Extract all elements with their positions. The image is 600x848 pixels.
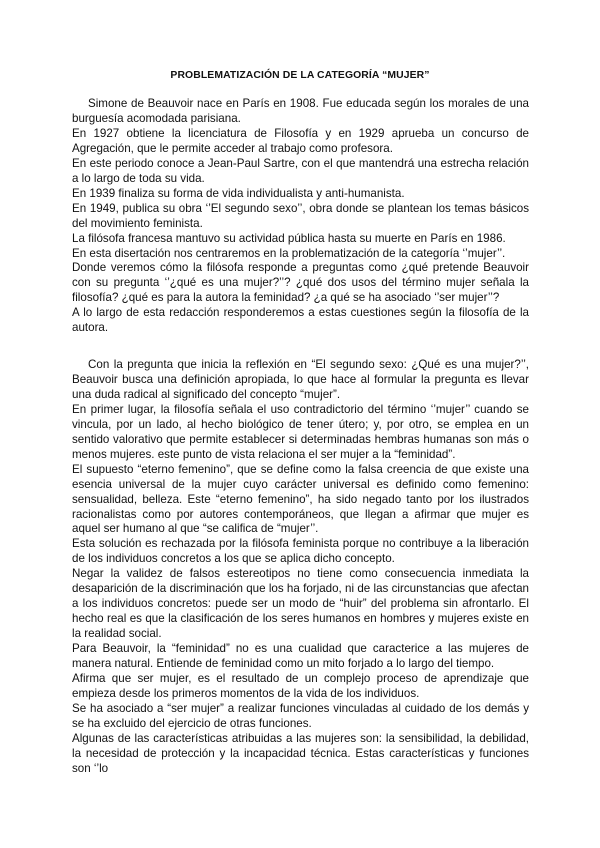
paragraph: Esta solución es rechazada por la filósofa feminista porque no contribuye a la liberación de los individuos concretos a los que se aplica dicho concepto. [72,537,529,566]
paragraph: Con la pregunta que inicia la reflexión en “El segundo sexo: ¿Qué es una mujer?’’, Beauvoir busca una definición apropiada, lo que hace al formular la pregunta es llevar una duda radical al significado del concepto “mujer”. [72,358,529,401]
paragraph: Para Beauvoir, la “feminidad” no es una cualidad que caracterice a las mujeres de manera natural. Entiende de feminidad como un mito forjado a lo largo del tiempo. [72,642,529,671]
paragraph: En este periodo conoce a Jean-Paul Sartre, con el que mantendrá una estrecha relación a lo largo de toda su vida. [72,156,529,185]
paragraph: Donde veremos cómo la filósofa responde a preguntas como ¿qué pretende Beauvoir con su pregunta ‘’¿qué es una mujer?’’? ¿qué dos usos del término mujer señala la filosofía? ¿qué es para la autora la feminidad? ¿a qué se ha asociado ‘’ser mujer’’? [72,261,529,305]
paragraph: En primer lugar, la filosofía señala el uso contradictorio del término ‘’mujer’’ cuando se vincula, por un lado, al hecho biológico de tener útero; y, por otro, se emplea en un sentido valorativo que permite establecer si determinadas hembras humanas son más o menos mujeres. este punto de vista relaciona el ser mujer a la “feminidad”. [72,402,529,461]
paragraph: En 1927 obtiene la licenciatura de Filosofía y en 1929 aprueba un concurso de Agregación, que le permite acceder al trabajo como profesora. [72,126,529,155]
paragraph: En 1949, publica su obra ‘’El segundo sexo’’, obra donde se plantean los temas básicos del movimiento feminista. [72,201,529,230]
section-introduction [72,97,529,336]
paragraph: En esta disertación nos centraremos en la problematización de la categoría ‘’mujer’’. [72,246,506,260]
paragraph: A lo largo de esta redacción responderemos a estas cuestiones según la filosofía de la autora. [72,306,529,335]
paragraph: Negar la validez de falsos estereotipos no tiene como consecuencia inmediata la desaparición de la discriminación que los ha forjado, ni de las circunstancias que afectan a los individuos concretos: puede ser un modo de “huir” del problema sin afrontarlo. El hecho real es que la clasificación de los seres humanos en hombres y mujeres existe en la realidad social. [72,567,529,641]
paragraph: La filósofa francesa mantuvo su actividad pública hasta su muerte en París en 1986. [72,231,506,245]
paragraph: Afirma que ser mujer, es el resultado de un complejo proceso de aprendizaje que empieza desde los primeros momentos de la vida de los individuos. [72,672,529,700]
paragraph: Simone de Beauvoir nace en París en 1908. Fue educada según los morales de una burguesía acomodada parisiana. [72,97,529,125]
document-title: PROBLEMATIZACIÓN DE LA CATEGORÍA “MUJER” [170,70,430,81]
paragraph: Se ha asociado a “ser mujer” a realizar funciones vinculadas al cuidado de los demás y se ha excluido del ejercicio de otras funciones. [72,701,529,730]
paragraph: Algunas de las características atribuidas a las mujeres son: la sensibilidad, la debilidad, la necesidad de protección y la incapacidad técnica. Estas características y funciones son ‘’lo [72,731,529,775]
paragraph: En 1939 finaliza su forma de vida individualista y anti-humanista. [72,186,405,200]
paragraph: El supuesto “eterno femenino”, que se define como la falsa creencia de que existe una esencia universal de la mujer cuyo carácter universal es definido como femenino: sensualidad, belleza. Este “eterno femenino”, ha sido negado tanto por los ilustrados racionalistas como por autores contemporáneos, que llegan a afirmar que mujer es aquel ser humano al que “se califica de “mujer’’. [72,462,529,536]
section-development [72,358,529,777]
